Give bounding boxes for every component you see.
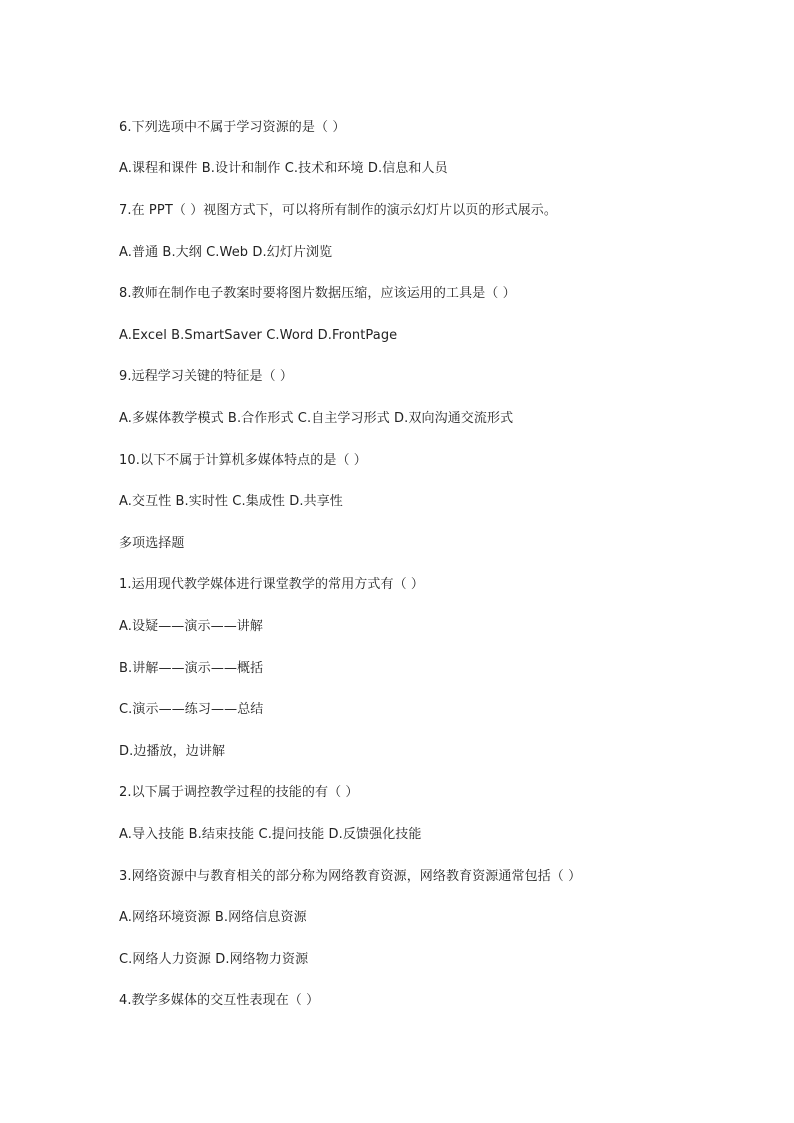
section-heading: 多项选择题 [119,536,185,551]
question-7-options: A.普通 B.大纲 C.Web D.幻灯片浏览 [119,245,333,260]
question-6: 6.下列选项中不属于学习资源的是（ ） [119,120,346,135]
question-8-options: A.Excel B.SmartSaver C.Word D.FrontPage [119,328,398,343]
mc-question-3: 3.网络资源中与教育相关的部分称为网络教育资源，网络教育资源通常包括（ ） [119,869,582,884]
mc-question-4: 4.教学多媒体的交互性表现在（ ） [119,993,320,1008]
mc-question-3-options-ab: A.网络环境资源 B.网络信息资源 [119,910,307,925]
mc-question-1-option-a: A.设疑——演示——讲解 [119,619,263,634]
mc-question-1-option-d: D.边播放，边讲解 [119,744,226,759]
mc-question-3-options-cd: C.网络人力资源 D.网络物力资源 [119,952,309,967]
question-8: 8.教师在制作电子教案时要将图片数据压缩，应该运用的工具是（ ） [119,286,516,301]
mc-question-2: 2.以下属于调控教学过程的技能的有（ ） [119,785,359,800]
question-9: 9.远程学习关键的特征是（ ） [119,369,294,384]
mc-question-2-options: A.导入技能 B.结束技能 C.提问技能 D.反馈强化技能 [119,827,422,842]
question-7: 7.在 PPT（ ）视图方式下，可以将所有制作的演示幻灯片以页的形式展示。 [119,203,557,218]
mc-question-1-option-c: C.演示——练习——总结 [119,702,264,717]
mc-question-1: 1.运用现代教学媒体进行课堂教学的常用方式有（ ） [119,577,425,592]
question-10-options: A.交互性 B.实时性 C.集成性 D.共享性 [119,494,343,509]
question-9-options: A.多媒体教学模式 B.合作形式 C.自主学习形式 D.双向沟通交流形式 [119,411,514,426]
mc-question-1-option-b: B.讲解——演示——概括 [119,661,264,676]
question-10: 10.以下不属于计算机多媒体特点的是（ ） [119,453,367,468]
question-6-options: A.课程和课件 B.设计和制作 C.技术和环境 D.信息和人员 [119,161,448,176]
